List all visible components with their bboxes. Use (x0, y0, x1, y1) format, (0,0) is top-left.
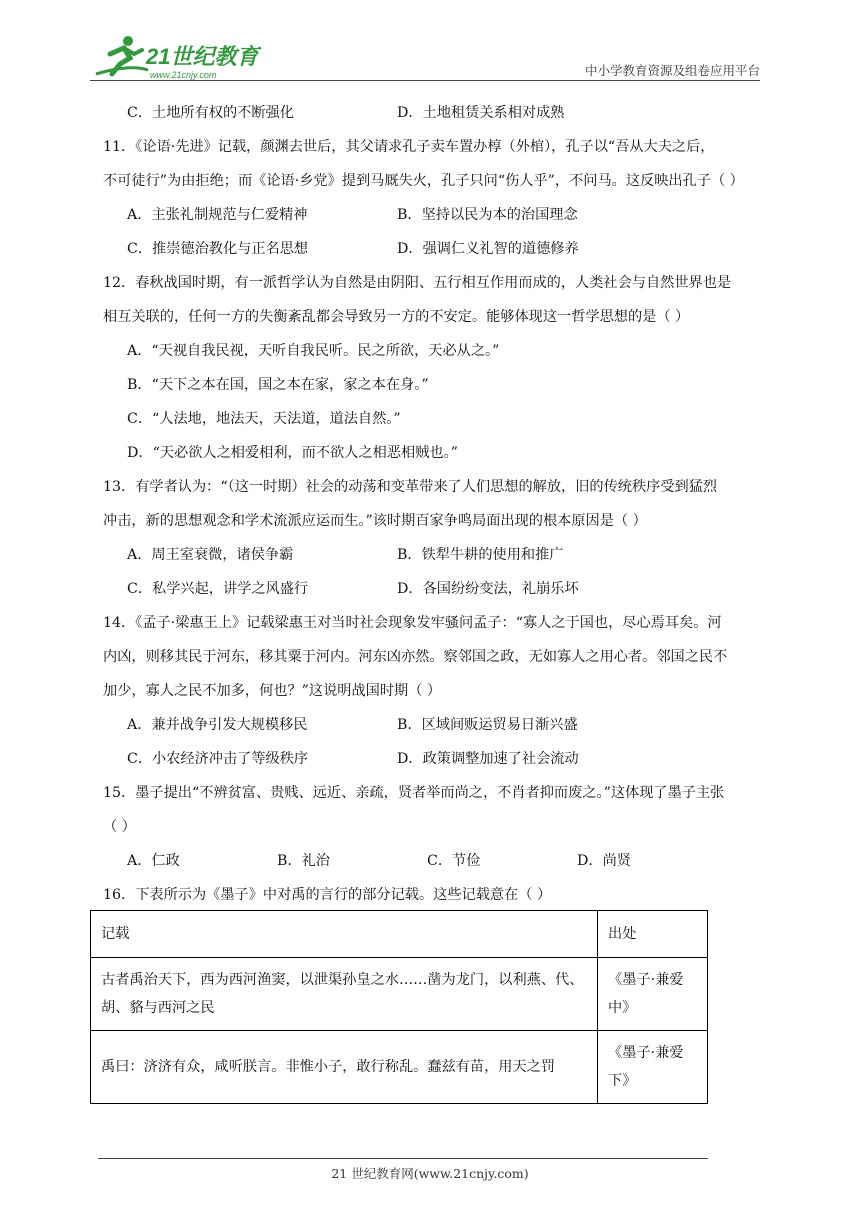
q16-line1: 16．下表所示为《墨子》中对禹的言行的部分记载。这些记载意在（ ） (103, 887, 552, 903)
footer-divider (98, 1158, 708, 1159)
q14-option-c: C．小农经济冲击了等级秩序 (127, 751, 309, 767)
q11-option-b: B．坚持以民为本的治国理念 (397, 207, 578, 223)
q11-options-row1 (103, 198, 768, 232)
q16-table (90, 910, 708, 1104)
q11-options-row2 (103, 232, 768, 266)
q14-options-row1 (103, 708, 768, 742)
platform-name: 中小学教育资源及组卷应用平台 (584, 63, 760, 78)
q11-option-c: C．推崇德治教化与正名思想 (127, 241, 309, 257)
q14-options-row2 (103, 742, 768, 776)
header-divider (90, 80, 760, 81)
q14-option-d: D．政策调整加速了社会流动 (397, 751, 579, 767)
q12-option-d: D．“天必欲人之相爱相利，而不欲人之相恶相贼也。” (127, 445, 458, 461)
q11-option-d: D．强调仁义礼智的道德修养 (397, 241, 579, 257)
table-cell-source: 《墨子·兼爱下》 (598, 1031, 708, 1104)
q14-option-b: B．区域间贩运贸易日渐兴盛 (397, 717, 578, 733)
table-cell-record: 古者禹治天下，西为西河渔窦，以泄渠孙皇之水……凿为龙门，以利燕、代、胡、貉与西河之民 (91, 958, 598, 1031)
q12-option-c: C．“人法地，地法天，天法道，道法自然。” (127, 411, 401, 427)
page-header (90, 28, 760, 80)
q13-line2: 冲击，新的思想观念和学术流派应运而生。”该时期百家争鸣局面出现的根本原因是（ ） (103, 513, 647, 529)
q11-line2: 不可徒行”为由拒绝；而《论语·乡党》提到马厩失火，孔子只问“伤人乎”，不问马。这反映出孔子（ ） (103, 173, 744, 189)
table-row (91, 1031, 708, 1104)
q15-option-c: C．节俭 (427, 853, 481, 869)
q10-option-c: C．土地所有权的不断强化 (127, 105, 294, 121)
question-content (103, 96, 768, 912)
q13-line1: 13．有学者认为：“（这一时期）社会的动荡和变革带来了人们思想的解放，旧的传统秩序受到猛烈 (103, 479, 718, 495)
q14-line2: 内凶，则移其民于河东，移其粟于河内。河东凶亦然。察邻国之政，无如寡人之用心者。邻国之民不 (103, 649, 728, 665)
q13-option-b: B．铁犁牛耕的使用和推广 (397, 547, 564, 563)
table-header-row (91, 911, 708, 958)
q12-option-b: B．“天下之本在国，国之本在家，家之本在身。” (127, 377, 429, 393)
q15-option-b: B．礼治 (277, 853, 330, 869)
q15-option-a: A．仁政 (127, 853, 180, 869)
runner-logo-icon (90, 34, 265, 80)
logo-text: 21世纪教育 (146, 44, 259, 69)
site-logo (90, 34, 265, 80)
table-cell-source: 《墨子·兼爱中》 (598, 958, 708, 1031)
q12-option-a: A．“天视自我民视，天听自我民听。民之所欲，天必从之。” (127, 343, 500, 359)
q10-option-d: D．土地租赁关系相对成熟 (397, 105, 565, 121)
q15-line2: （ ） (103, 819, 136, 835)
q14-option-a: A．兼并战争引发大规模移民 (127, 717, 308, 733)
q15-line1: 15．墨子提出“不辨贫富、贵贱、远近、亲疏，贤者举而尚之，不肖者抑而废之。”这体现了墨子主张 (103, 785, 725, 801)
q12-line1: 12．春秋战国时期，有一派哲学认为自然是由阴阳、五行相互作用而成的，人类社会与自然世界也是 (103, 275, 732, 291)
table-header-source: 出处 (598, 911, 708, 958)
table-cell-record: 禹曰：济济有众，咸听朕言。非惟小子，敢行称乱。蠢兹有苗，用天之罚 (91, 1031, 598, 1104)
q11-option-a: A．主张礼制规范与仁爱精神 (127, 207, 308, 223)
q13-option-a: A．周王室衰微，诸侯争霸 (127, 547, 294, 563)
table-header-record: 记载 (91, 911, 598, 958)
table-row (91, 958, 708, 1031)
q13-options-row2 (103, 572, 768, 606)
footer-text: 21 世纪教育网(www.21cnjy.com) (331, 1166, 529, 1181)
q13-option-d: D．各国纷纷变法，礼崩乐坏 (397, 581, 579, 597)
q14-line1: 14．《孟子·梁惠王上》记载梁惠王对当时社会现象发牢骚问孟子：“寡人之于国也，尽心焉耳矣。河 (103, 615, 722, 631)
q15-option-d: D．尚贤 (577, 853, 631, 869)
q11-line1: 11．《论语·先进》记载，颜渊去世后，其父请求孔子卖车置办椁（外棺），孔子以“吾从大夫之后， (103, 139, 715, 155)
q14-line3: 加少，寡人之民不加多，何也？”这说明战国时期（ ） (103, 683, 442, 699)
q13-options-row1 (103, 538, 768, 572)
q13-option-c: C．私学兴起，讲学之风盛行 (127, 581, 309, 597)
q12-line2: 相互关联的，任何一方的失衡紊乱都会导致另一方的不安定。能够体现这一哲学思想的是（ ） (103, 309, 690, 325)
q10-options-row (103, 96, 768, 130)
q15-options-row (103, 844, 768, 878)
logo-url: www.21cnjy.com (150, 70, 217, 80)
